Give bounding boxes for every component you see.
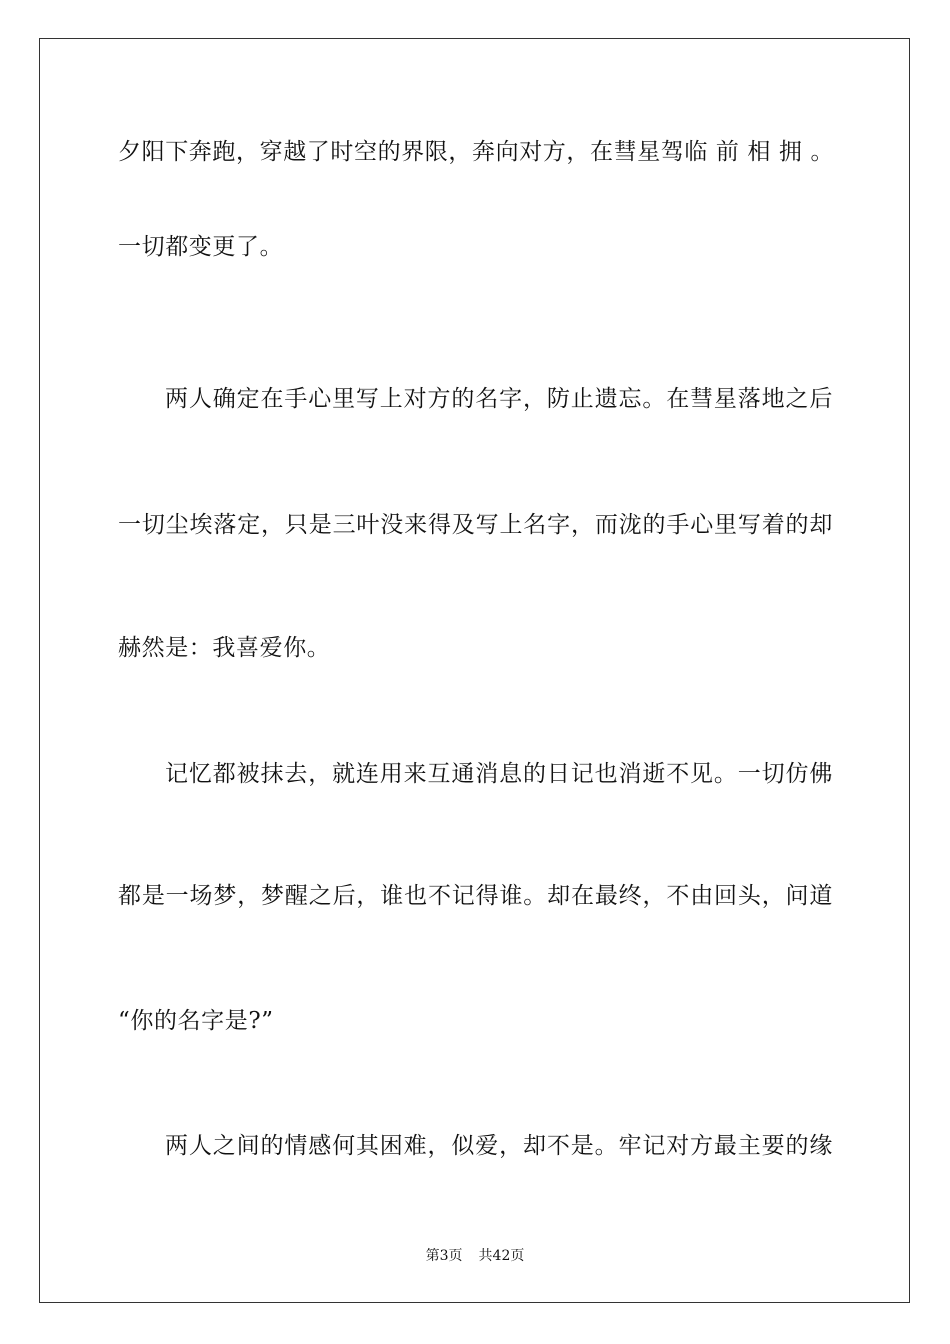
- page-footer: [0, 1247, 950, 1265]
- page-number: 第3页: [425, 1248, 463, 1264]
- text-line-5: 赫然是：我喜爱你。: [118, 635, 331, 661]
- text-line-4: 一切尘埃落定，只是三叶没来得及写上名字，而泷的手心里写着的却: [118, 512, 833, 538]
- text-line-2: 一切都变更了。: [118, 234, 284, 260]
- text-line-3: 两人确定在手心里写上对方的名字，防止遗忘。在彗星落地之后: [165, 386, 833, 412]
- page-border: [39, 38, 910, 1303]
- text-line-7: 都是一场梦，梦醒之后，谁也不记得谁。却在最终，不由回头，问道: [118, 883, 833, 909]
- text-line-8: “你的名字是?”: [118, 1008, 274, 1034]
- text-line-1: 夕阳下奔跑，穿越了时空的界限，奔向对方，在彗星驾临 前 相 拥 。: [118, 139, 835, 165]
- text-line-9: 两人之间的情感何其困难，似爱，却不是。牢记对方最主要的缘: [165, 1133, 833, 1159]
- text-line-6: 记忆都被抹去，就连用来互通消息的日记也消逝不见。一切仿佛: [165, 761, 833, 787]
- page-total: 共42页: [478, 1248, 525, 1264]
